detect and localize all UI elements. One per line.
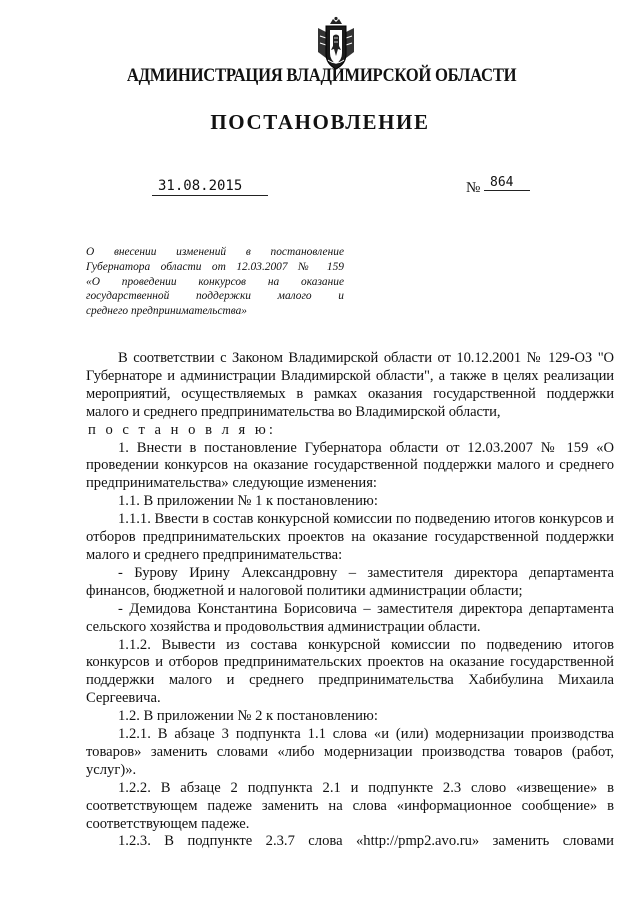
body-paragraph: 1.2.2. В абзаце 2 подпункта 2.1 и подпункте 2.3 слово «извещение» в соответствующем падеже заменить на слова «информационное сообщение» в соответствующем падеже. bbox=[86, 779, 614, 832]
body-paragraph: - Демидова Константина Борисовича – заместителя директора департамента сельского хозяйства и продовольствия администрации области. bbox=[86, 600, 614, 635]
body-paragraph: 1.2.1. В абзаце 3 подпункта 1.1 слова «и (или) модернизации производства товаров» заменить словами «либо модернизации производства товаров (работ, услуг)». bbox=[86, 726, 614, 778]
body-paragraph: 1.1. В приложении № 1 к постановлению: bbox=[118, 493, 378, 510]
number-label: № bbox=[466, 180, 481, 196]
coat-of-arms-icon bbox=[314, 16, 358, 72]
body-paragraph: - Бурову Ирину Александровну – заместителя директора департамента финансов, бюджетной и налоговой политики администрации области; bbox=[86, 564, 614, 599]
subject-line: «О проведении конкурсов на оказание bbox=[86, 275, 344, 288]
body-paragraph: 1. Внести в постановление Губернатора области от 12.03.2007 № 159 «О проведении конкурсов на оказание государственной поддержки малого и среднего предпринимательства» следующие изменения: bbox=[86, 439, 614, 492]
body-paragraph: 1.2. В приложении № 2 к постановлению: bbox=[118, 708, 378, 725]
body-paragraph: 1.2.3. В подпункте 2.3.7 слова «http://pmp2.avo.ru» заменить словами bbox=[118, 833, 614, 850]
document-date: 31.08.2015 bbox=[152, 178, 268, 196]
document-title: ПОСТАНОВЛЕНИЕ bbox=[210, 110, 430, 134]
organization-name: АДМИНИСТРАЦИЯ ВЛАДИМИРСКОЙ ОБЛАСТИ bbox=[126, 66, 517, 86]
document-body bbox=[86, 350, 614, 851]
body-paragraph: 1.1.1. Ввести в состав конкурсной комиссии по подведению итогов конкурсов и отборов предпринимательских проектов на оказание государственной поддержки малого и среднего предпринимательства: bbox=[86, 511, 614, 563]
body-paragraph: 1.1.2. Вывести из состава конкурсной комиссии по подведению итогов конкурсов и отборов предпринимательских проектов на оказание государственной поддержки малого и среднего предпринимательства Хабибулина Михаила Сергеевича. bbox=[86, 636, 614, 707]
document-subject bbox=[86, 245, 344, 319]
subject-line: среднего предпринимательства» bbox=[86, 305, 247, 318]
body-paragraph: В соответствии с Законом Владимирской области от 10.12.2001 № 129-ОЗ "О Губернаторе и администрации Владимирской области", а также в целях реализации мероприятий, осуществляемых в рамках оказания государственной поддержки малого и среднего предпринимательства во Владимирской области, bbox=[86, 350, 614, 420]
document-number: 864 bbox=[484, 175, 530, 191]
subject-line: государственной поддержки малого и bbox=[86, 290, 344, 303]
subject-line: О внесении изменений в постановление bbox=[86, 246, 344, 258]
subject-line: Губернатора области от 12.03.2007 № 159 bbox=[86, 260, 344, 273]
resolution-word: п о с т а н о в л я ю: bbox=[88, 421, 276, 438]
